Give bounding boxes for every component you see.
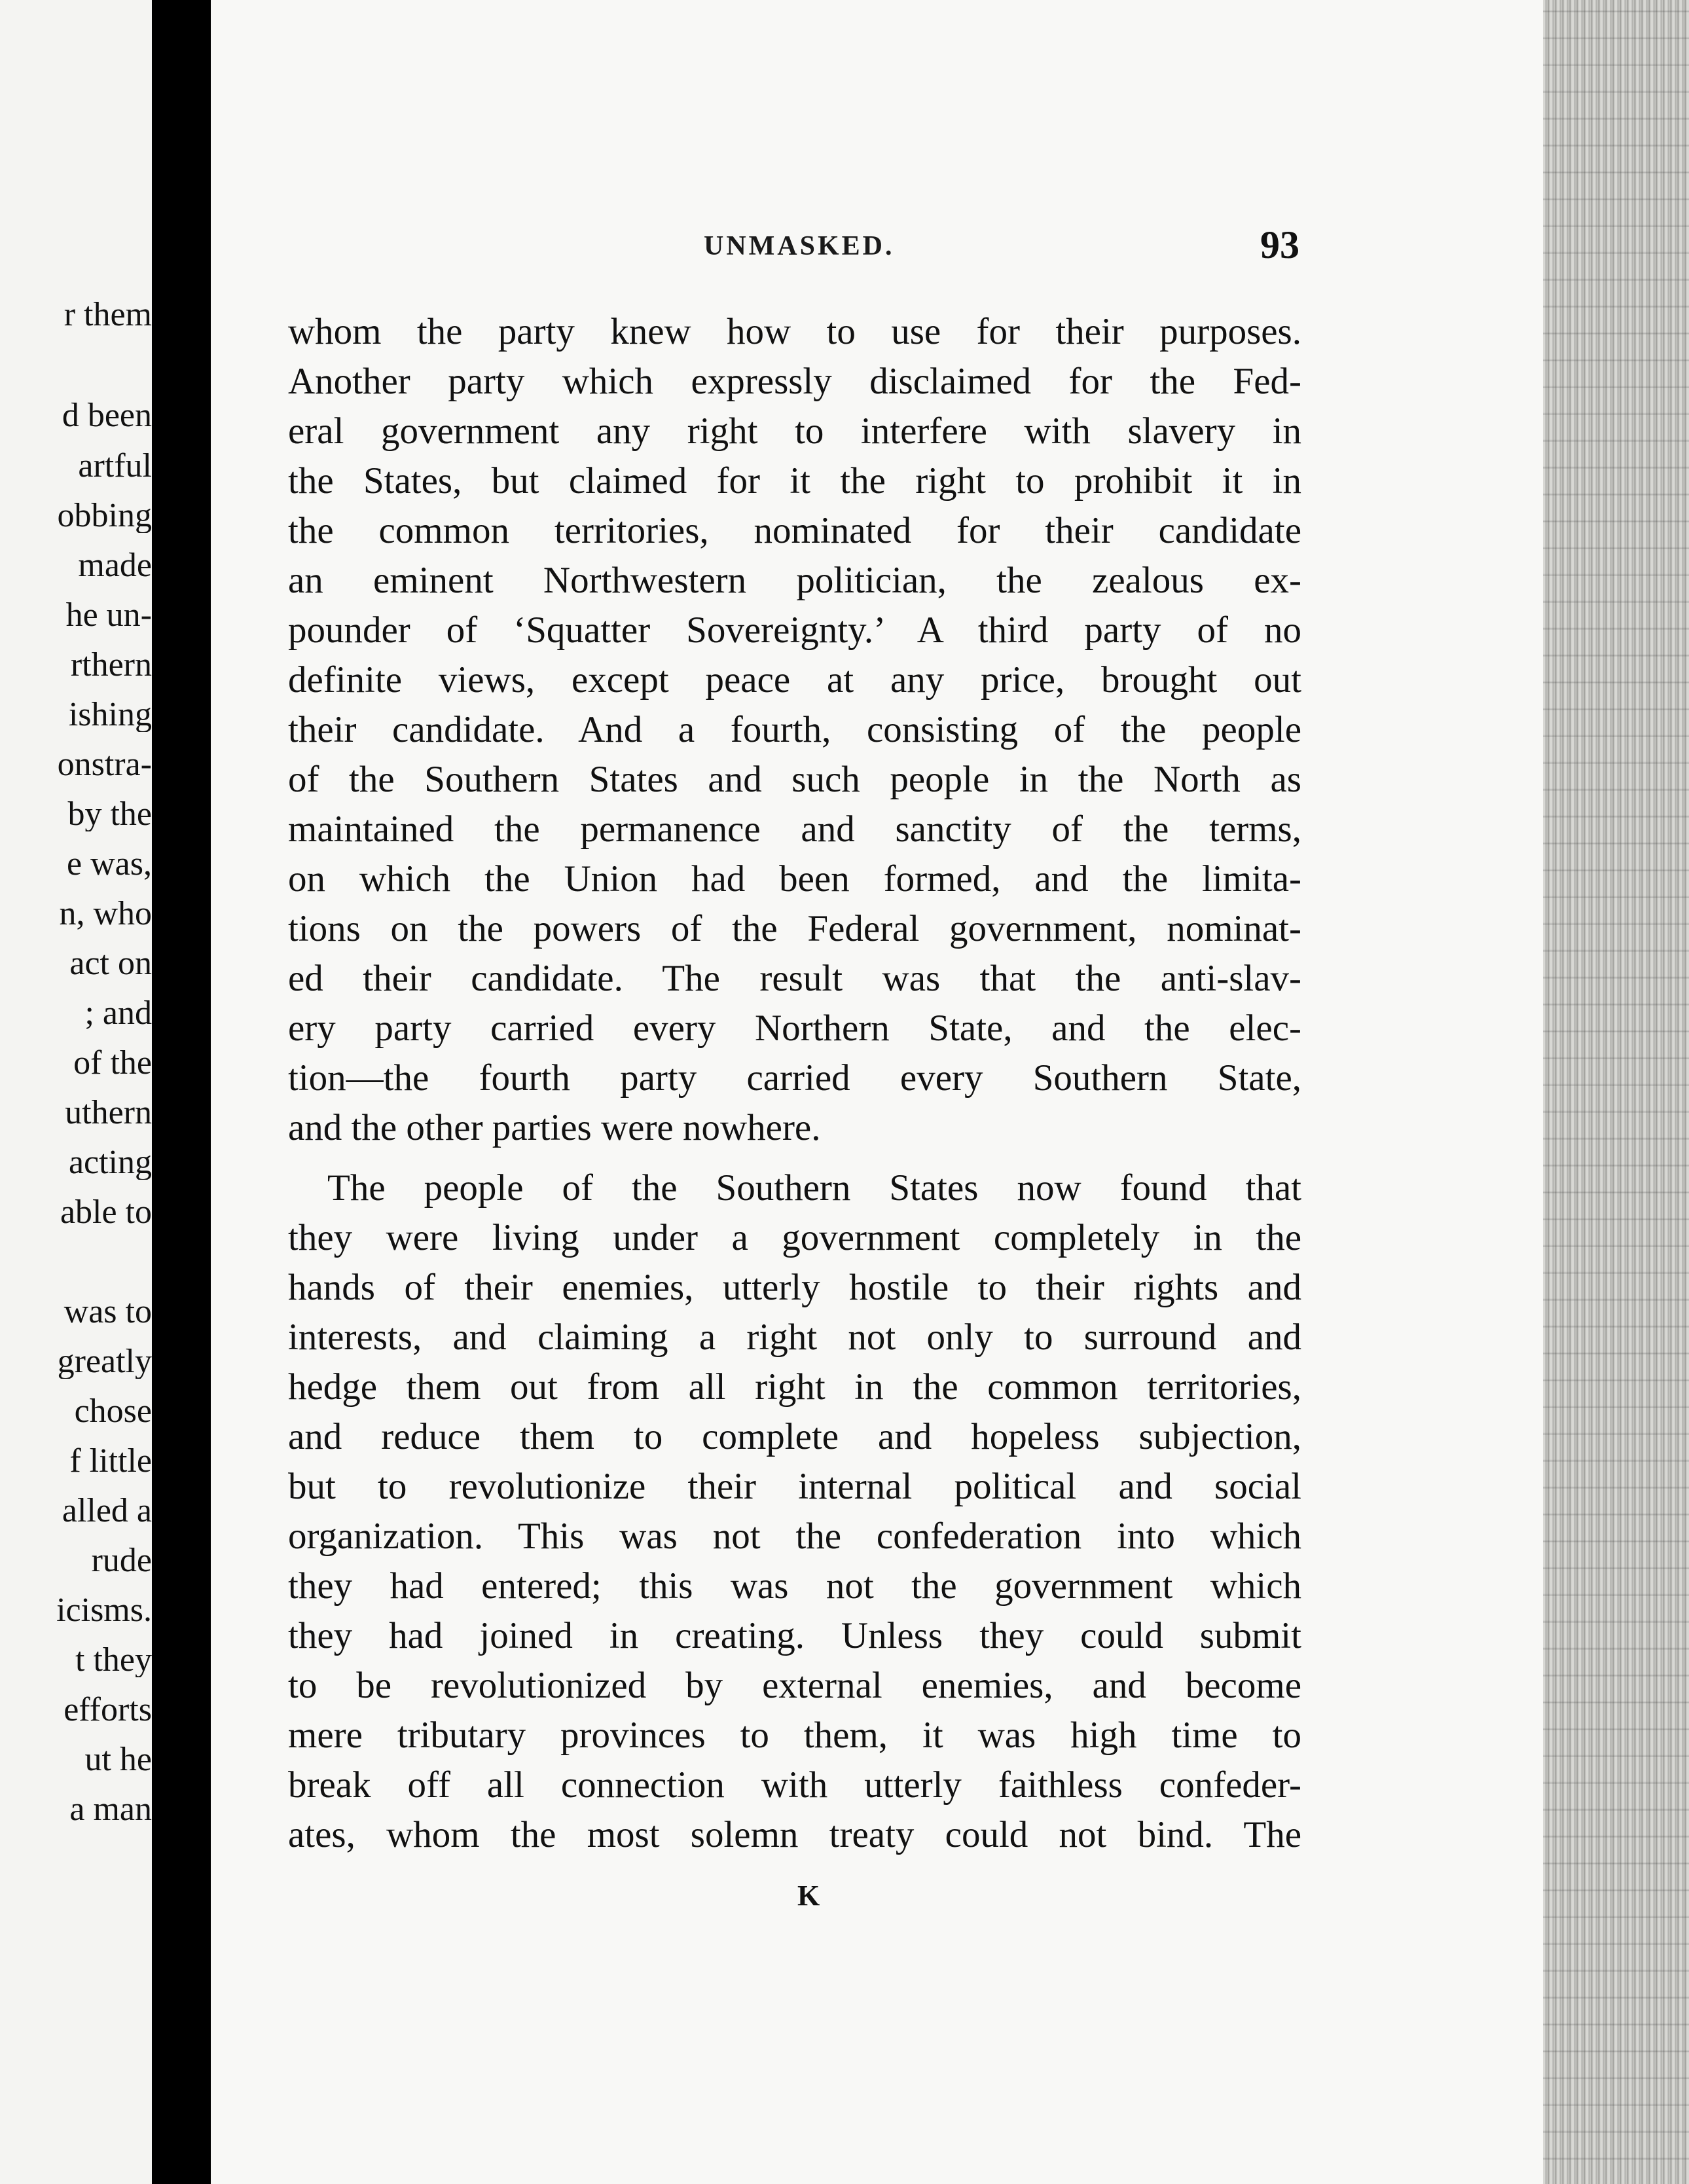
running-head: UNMASKED.: [704, 231, 895, 261]
facing-page-line: by the: [67, 797, 152, 831]
page-stack-shading: [1543, 0, 1689, 2184]
facing-page-line: ; and: [84, 996, 152, 1030]
text-line: tions on the powers of the Federal government, nominat-: [288, 908, 1301, 949]
facing-page-line: rude: [91, 1544, 152, 1578]
text-line: eral government any right to interfere with slavery in: [288, 410, 1301, 452]
text-line: and the other parties were nowhere.: [288, 1107, 821, 1148]
facing-page-line: n, who: [59, 897, 152, 931]
facing-page-line: acting: [68, 1146, 152, 1180]
text-line: hedge them out from all right in the common territories,: [288, 1366, 1301, 1408]
text-line: the common territories, nominated for their candidate: [288, 510, 1301, 551]
text-line: maintained the permanence and sanctity of the terms,: [288, 809, 1301, 850]
facing-page-line: onstra-: [57, 748, 152, 782]
text-line: their candidate. And a fourth, consisting of the people: [288, 709, 1301, 750]
text-line: break off all connection with utterly faithless confeder-: [288, 1764, 1301, 1806]
facing-page-line: f little: [69, 1444, 152, 1478]
facing-page-line: d been: [62, 399, 152, 433]
page-number: 93: [1260, 223, 1299, 266]
facing-page-fragment: [0, 0, 152, 2184]
text-line: an eminent Northwestern politician, the zealous ex-: [288, 560, 1301, 601]
text-line: on which the Union had been formed, and the limita-: [288, 858, 1301, 900]
text-line: mere tributary provinces to them, it was high time to: [288, 1715, 1301, 1756]
facing-page-line: uthern: [65, 1096, 152, 1130]
signature-mark: K: [797, 1880, 820, 1912]
facing-page-line: act on: [69, 947, 152, 981]
facing-page-line: icisms.: [56, 1593, 152, 1628]
text-line: ed their candidate. The result was that the anti-slav-: [288, 958, 1301, 999]
facing-page-line: chose: [74, 1394, 152, 1429]
facing-page-line: of the: [73, 1046, 152, 1080]
facing-page-line: greatly: [57, 1345, 152, 1379]
facing-page-line: ishing: [68, 698, 152, 732]
facing-page-line: t they: [75, 1643, 152, 1677]
text-line: organization. This was not the confederation into which: [288, 1516, 1301, 1557]
text-line: whom the party knew how to use for their purposes.: [288, 311, 1301, 352]
facing-page-line: e was,: [67, 847, 152, 881]
text-line: Another party which expressly disclaimed for the Fed-: [288, 361, 1301, 402]
text-line: tion—the fourth party carried every Southern State,: [288, 1057, 1301, 1099]
facing-page-line: he un-: [65, 598, 152, 632]
text-line: definite views, except peace at any price, brought out: [288, 659, 1301, 701]
facing-page-line: able to: [60, 1195, 152, 1229]
facing-page-line: was to: [64, 1295, 152, 1329]
text-line: to be revolutionized by external enemies, and become: [288, 1665, 1301, 1706]
facing-page-line: a man: [69, 1793, 152, 1827]
text-line: ery party carried every Northern State, and the elec-: [288, 1008, 1301, 1049]
text-line: the States, but claimed for it the right to prohibit it in: [288, 460, 1301, 501]
text-line: interests, and claiming a right not only to surround and: [288, 1317, 1301, 1358]
facing-page-line: artful: [78, 449, 152, 483]
text-line: The people of the Southern States now found that: [327, 1167, 1301, 1209]
text-line: they were living under a government completely in the: [288, 1217, 1301, 1258]
facing-page-line: rthern: [70, 648, 152, 682]
text-line: they had entered; this was not the government which: [288, 1565, 1301, 1607]
facing-page-line: ut he: [84, 1743, 152, 1777]
facing-page-line: obbing: [57, 499, 152, 533]
text-line: they had joined in creating. Unless they could submit: [288, 1615, 1301, 1656]
text-line: pounder of ‘Squatter Sovereignty.’ A third party of no: [288, 610, 1301, 651]
text-line: and reduce them to complete and hopeless subjection,: [288, 1416, 1301, 1457]
text-line: ates, whom the most solemn treaty could not bind. The: [288, 1814, 1301, 1855]
book-gutter: [152, 0, 211, 2184]
facing-page-line: efforts: [64, 1693, 152, 1727]
text-line: of the Southern States and such people in the North as: [288, 759, 1301, 800]
text-line: hands of their enemies, utterly hostile to their rights and: [288, 1267, 1301, 1308]
facing-page-line: made: [78, 549, 152, 583]
text-line: but to revolutionize their internal political and social: [288, 1466, 1301, 1507]
facing-page-line: r them: [64, 298, 152, 332]
facing-page-line: alled a: [62, 1494, 152, 1528]
